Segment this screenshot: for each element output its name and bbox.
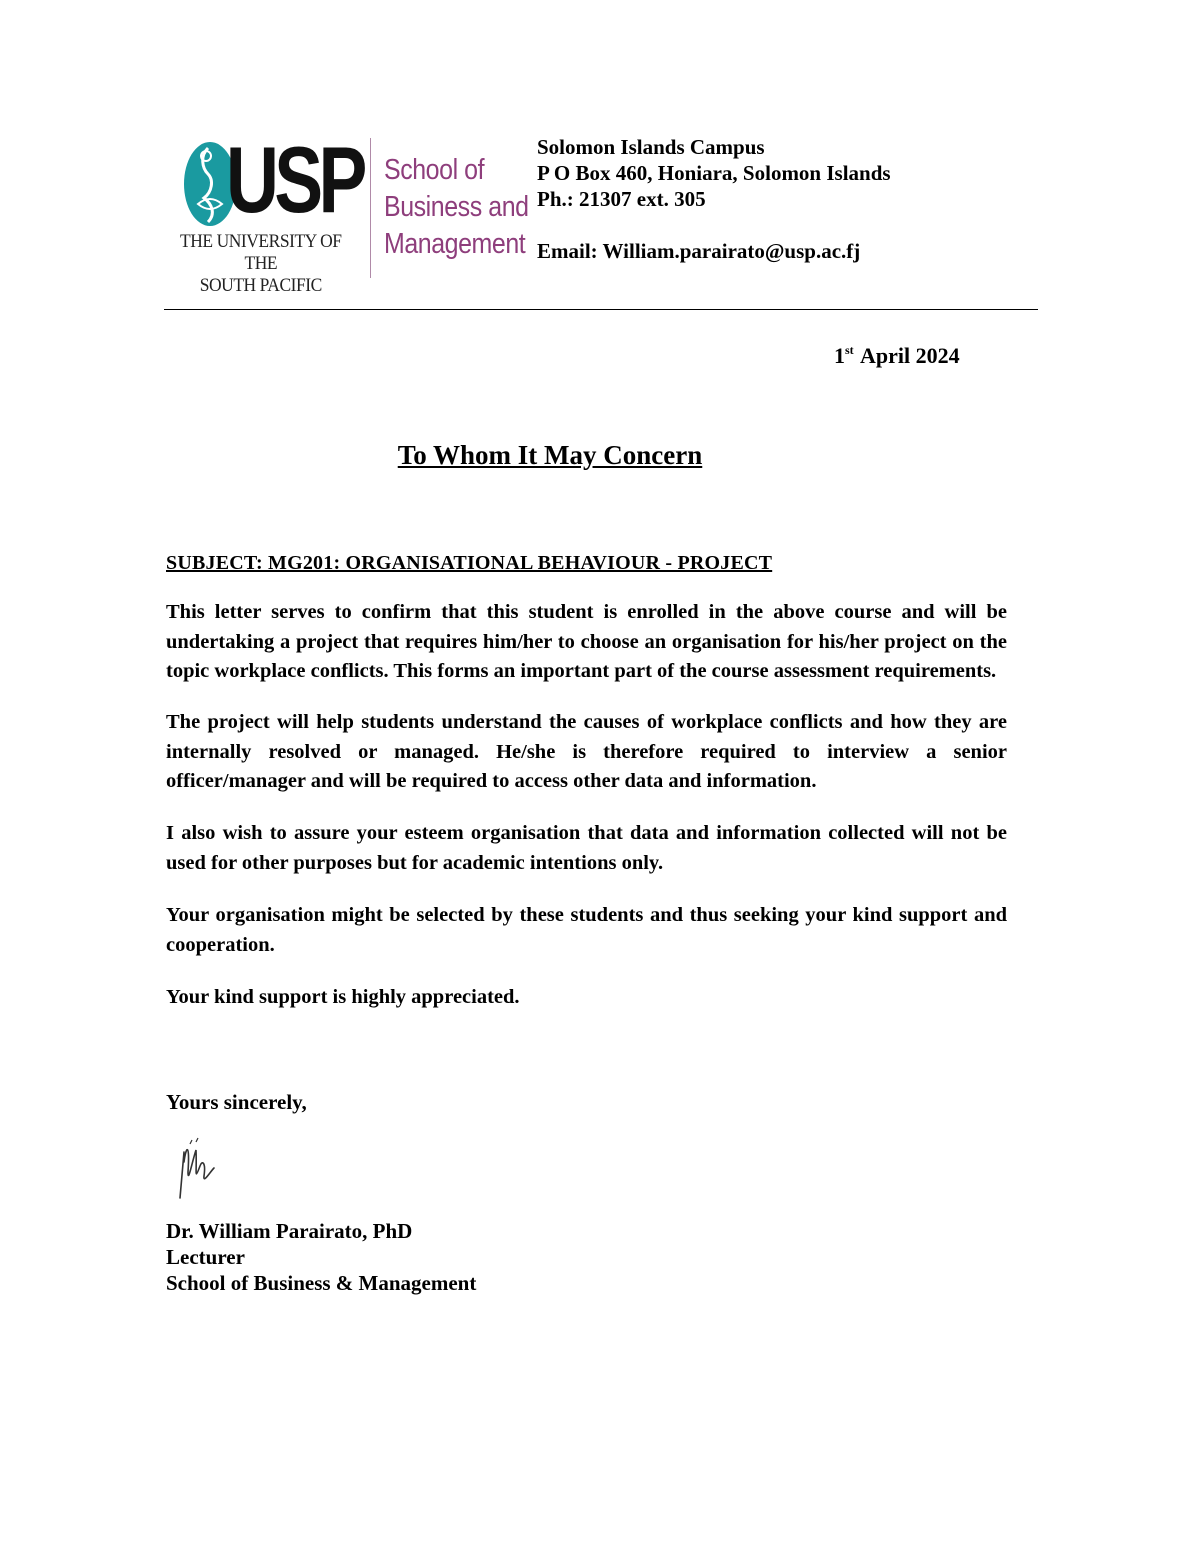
phone-number: Ph.: 21307 ext. 305: [537, 187, 706, 211]
signer-name: Dr. William Parairato, PhD: [166, 1219, 413, 1243]
school-name-line1: School of: [384, 154, 485, 186]
paragraph-5: Your kind support is highly appreciated.: [166, 986, 520, 1008]
closing: Yours sincerely,: [166, 1090, 307, 1114]
date-month-year: April 2024: [855, 343, 960, 368]
paragraph-4: Your organisation might be selected by these students and thus seeking your kind support and cooperation.: [166, 904, 1007, 956]
date-day: 1: [834, 343, 845, 368]
school-name: [384, 152, 552, 263]
letterhead-divider: [370, 138, 371, 278]
university-name-line1: THE UNIVERSITY OF THE: [180, 231, 342, 274]
date-suffix: st: [845, 343, 854, 357]
email-address: Email: William.parairato@usp.ac.fj: [537, 239, 861, 263]
signer-block: [166, 1218, 476, 1296]
paragraph-1: This letter serves to confirm that this student is enrolled in the above course and will be undertaking a project that requires him/her to choose an organisation for his/her project on the topic workplace conflicts. This forms an important part of the course assessment requirements.: [166, 601, 1007, 682]
campus-name: Solomon Islands Campus: [537, 135, 765, 159]
signature-icon: [170, 1132, 220, 1202]
paragraph-2: The project will help students understand the causes of workplace conflicts and how they are internally resolved or managed. He/she is therefore required to interview a senior officer/manager and will be required to access other data and information.: [166, 711, 1007, 792]
signer-department: School of Business & Management: [166, 1271, 477, 1295]
signer-title: Lecturer: [166, 1245, 245, 1269]
subject-line: SUBJECT: MG201: ORGANISATIONAL BEHAVIOUR - PROJECT: [166, 552, 773, 574]
school-name-line3: Management: [384, 228, 526, 260]
paragraph-3: I also wish to assure your esteem organisation that data and information collected will not be used for other purposes but for academic intentions only.: [166, 822, 1007, 874]
usp-wordmark: USP: [226, 127, 363, 232]
campus-address: [537, 134, 891, 264]
salutation: To Whom It May Concern: [397, 440, 703, 470]
po-box: P O Box 460, Honiara, Solomon Islands: [537, 161, 891, 185]
university-name-line2: SOUTH PACIFIC: [199, 275, 322, 296]
letterhead-rule: [164, 309, 1038, 310]
letter-date: [834, 336, 960, 370]
university-name: [178, 231, 344, 297]
usp-logo: [178, 127, 363, 296]
school-name-line2: Business and: [384, 191, 529, 223]
